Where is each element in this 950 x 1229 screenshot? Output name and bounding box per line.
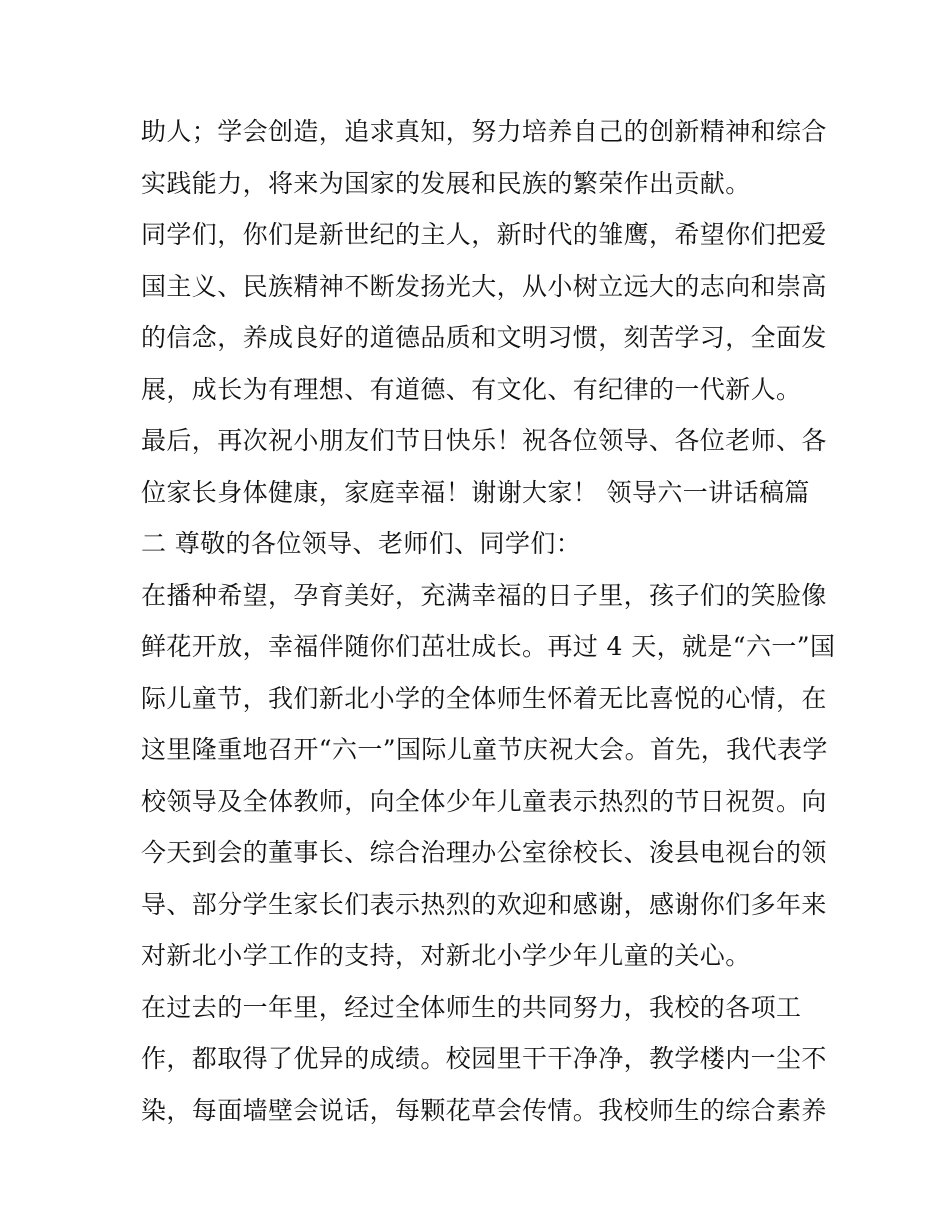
text-line: 在播种希望，孕育美好，充满幸福的日子里，孩子们的笑脸像 <box>141 580 827 610</box>
text-line: 对新北小学工作的支持，对新北小学少年儿童的关心。 <box>141 941 751 970</box>
text-line: 鲜花开放，幸福伴随你们茁壮成长。再过 4 天，就是“六一”国 <box>141 632 836 661</box>
text-line: 最后，再次祝小朋友们节日快乐！祝各位领导、各位老师、各 <box>141 426 827 455</box>
text-line: 作，都取得了优异的成绩。校园里干干净净，教学楼内一尘不 <box>141 1044 827 1073</box>
text-line: 国主义、民族精神不断发扬光大，从小树立远大的志向和崇高 <box>141 271 827 301</box>
text-line: 的信念，养成良好的道德品质和文明习惯，刻苦学习，全面发 <box>141 323 827 352</box>
text-line: 这里隆重地召开“六一”国际儿童节庆祝大会。首先，我代表学 <box>141 735 828 764</box>
text-line: 位家长身体健康，家庭幸福！谢谢大家！ 领导六一讲话稿篇 <box>141 477 810 507</box>
text-line: 染，每面墙壁会说话，每颗花草会传情。我校师生的综合素养 <box>141 1095 827 1125</box>
text-line: 今天到会的董事长、综合治理办公室徐校长、浚县电视台的领 <box>141 838 827 867</box>
text-line: 在过去的一年里，经过全体师生的共同努力，我校的各项工 <box>141 992 802 1022</box>
text-line: 同学们，你们是新世纪的主人，新时代的雏鹰，希望你们把爱 <box>141 220 827 249</box>
text-line: 实践能力，将来为国家的发展和民族的繁荣作出贡献。 <box>141 168 751 198</box>
text-line: 助人；学会创造，追求真知，努力培养自己的创新精神和综合 <box>141 117 827 146</box>
text-line: 导、部分学生家长们表示热烈的欢迎和感谢，感谢你们多年来 <box>141 889 827 919</box>
text-line: 展，成长为有理想、有道德、有文化、有纪律的一代新人。 <box>141 374 802 404</box>
text-line: 二 尊敬的各位领导、老师们、同学们： <box>141 529 582 558</box>
text-line: 际儿童节，我们新北小学的全体师生怀着无比喜悦的心情，在 <box>141 683 827 713</box>
document-body <box>141 106 836 1136</box>
text-line: 校领导及全体教师，向全体少年儿童表示热烈的节日祝贺。向 <box>141 786 827 816</box>
